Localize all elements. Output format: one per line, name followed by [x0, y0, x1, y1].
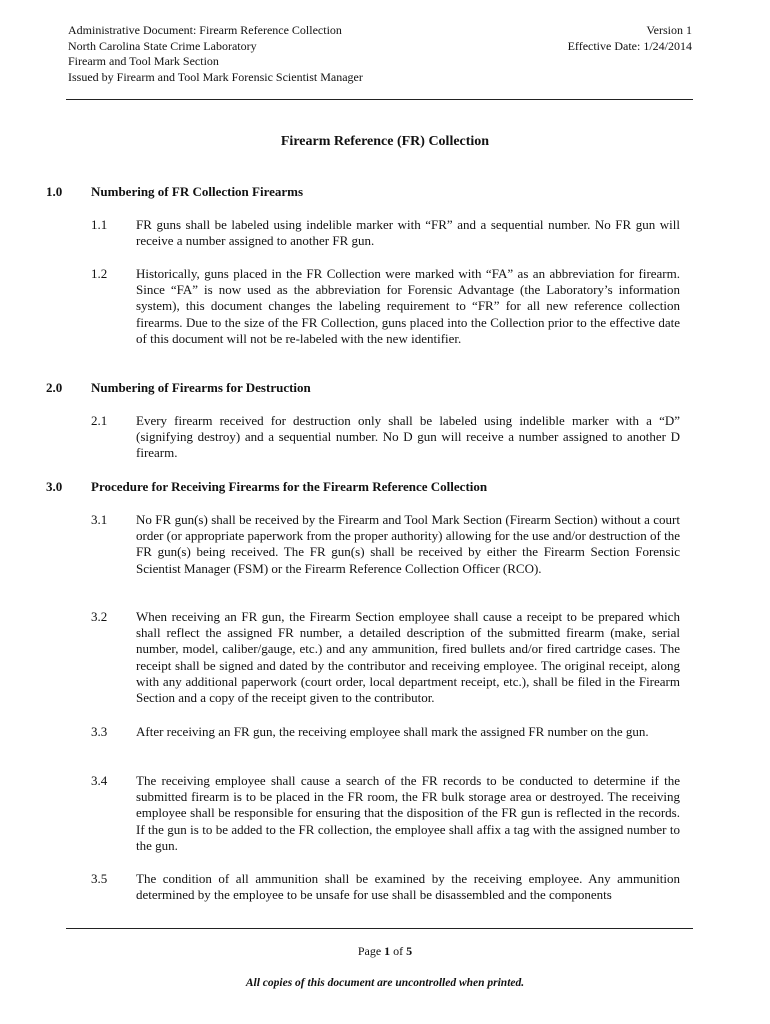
subsection-text: No FR gun(s) shall be received by the Firearm and Tool Mark Section (Firearm Section) without a court order (or appropriate paperwork from the proper authority) allowing for the use and/or destruction of the FR gun(s) being received. The FR gun(s) shall be received by either the Firearm Section Forensic Scientist Manager (FSM) or the Firearm Reference Collection Officer (RCO).	[136, 512, 681, 576]
subsection-text: When receiving an FR gun, the Firearm Section employee shall cause a receipt to be prepared which shall reflect the assigned FR number, a detailed description of the submitted firearm (make, serial number, model, caliber/gauge, etc.) and any ammunition, fired bullets and/or fired cartridge cases. The receipt shall be signed and dated by the contributor and receiving employee. The original receipt, along with any additional paperwork (court order, local department receipt, etc.), shall be filed in the Firearm Section and a copy of the receipt given to the contributor.	[136, 609, 680, 706]
subsection-number: 3.1	[91, 512, 108, 527]
page-of-label: of	[393, 944, 404, 958]
subsection-text: The receiving employee shall cause a search of the FR records to be conducted to determine if the submitted firearm is to be placed in the FR room, the FR bulk storage area or destroyed. The receiving employee shall be responsible for ensuring that the disposition of the FR gun is reflected in the records. If the gun is to be added to the FR collection, the employee shall affix a tag with the assigned number to the gun.	[136, 773, 680, 853]
header-line-section: Firearm and Tool Mark Section	[68, 54, 219, 68]
version-label: Version 1	[646, 23, 692, 37]
page-total: 5	[406, 944, 413, 958]
header-line-doc-type: Administrative Document: Firearm Reference Collection	[68, 23, 342, 37]
section-number: 2.0	[46, 380, 63, 395]
subsection-text: Historically, guns placed in the FR Collection were marked with “FA” as an abbreviation for firearm. Since “FA” is now used as the abbreviation for Forensic Advantage (the Laboratory’s information system), this document changes the labeling requirement to “FR” for all new reference collection firearms. Due to the size of the FR Collection, guns placed into the Collection prior to the effective date of this document will not be re-labeled with the new identifier.	[136, 266, 680, 346]
subsection-number: 3.2	[91, 609, 108, 624]
footer-divider	[66, 928, 693, 929]
section-number: 3.0	[46, 479, 63, 494]
document-title: Firearm Reference (FR) Collection	[280, 134, 490, 149]
section-number: 1.0	[46, 184, 63, 199]
subsection-number: 2.1	[91, 413, 108, 428]
subsection-number: 3.3	[91, 724, 108, 739]
page-number: 1	[384, 944, 391, 958]
footer-note: All copies of this document are uncontrolled when printed.	[245, 977, 525, 989]
subsection-text: Every firearm received for destruction only shall be labeled using indelible marker with a “D” (signifying destroy) and a sequential number. No D gun will receive a number assigned to another D firearm.	[136, 413, 680, 461]
header-line-lab: North Carolina State Crime Laboratory	[68, 38, 257, 53]
section-title: Procedure for Receiving Firearms for the Firearm Reference Collection	[91, 479, 488, 494]
subsection-text: After receiving an FR gun, the receiving employee shall mark the assigned FR number on the gun.	[136, 724, 649, 739]
header-line-issuer: Issued by Firearm and Tool Mark Forensic Scientist Manager	[68, 69, 363, 84]
header-divider	[66, 99, 693, 100]
subsection-text: The condition of all ammunition shall be examined by the receiving employee. Any ammunition determined by the employee to be unsafe for use shall be disassembled and the components	[136, 871, 680, 903]
subsection-number: 3.4	[91, 773, 108, 788]
subsection-text: FR guns shall be labeled using indelible marker with “FR” and a sequential number. No FR gun will receive a number assigned to another FR gun.	[136, 217, 680, 249]
effective-date: Effective Date: 1/24/2014	[567, 38, 692, 53]
page-label: Page	[357, 944, 382, 958]
page-indicator	[0, 944, 770, 959]
header-left-block	[68, 23, 363, 85]
subsection-number: 1.2	[91, 266, 108, 281]
header-right-block	[568, 23, 692, 54]
section-title: Numbering of Firearms for Destruction	[91, 380, 311, 395]
section-title: Numbering of FR Collection Firearms	[91, 184, 304, 199]
subsection-number: 1.1	[91, 217, 108, 232]
subsection-number: 3.5	[91, 871, 108, 886]
